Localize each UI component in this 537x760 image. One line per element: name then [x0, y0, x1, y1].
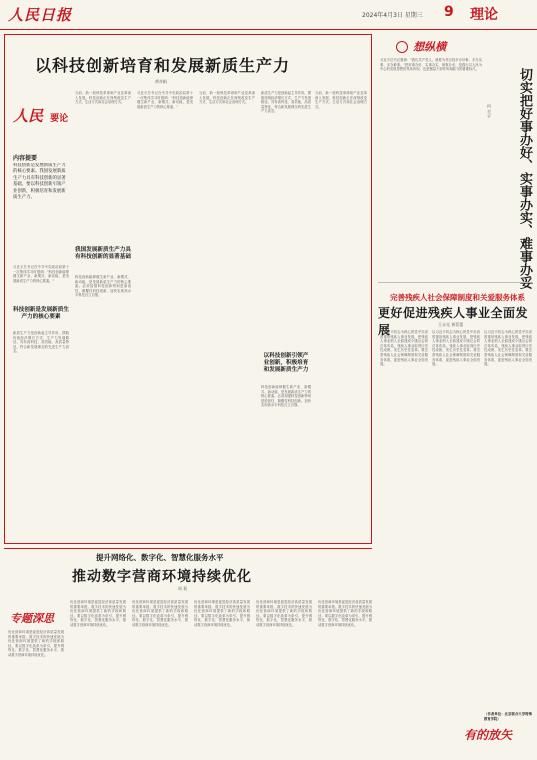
right-column-body: 习近平总书记强调："我们共产党人，就要为老百姓多办好事、多办实事、多办难事。"把好事办好、实事办实、难事办妥，是践行以人民为中心的发展思想的具体体现，也是衡量干部作风和能力的重要标尺。	[380, 58, 482, 72]
column-brand-yaolun	[13, 105, 69, 145]
body-paragraph: 当前，新一轮科技革命和产业变革深入发展，科技创新正在深刻改变生产方式、生活方式和社会治理方式。	[315, 91, 367, 109]
bottom-body: 优化营商环境是促进经济高质量发展的重要举措。数字技术的快速发展为优化营商环境提供了新的手段和路径。要以数字化改革为牵引，提升网络化、数字化、智慧化服务水平，推动数字营商环境持续优化。	[70, 600, 126, 627]
lower-right-body: 以习近平同志为核心的党中央高度重视残疾人事业发展，把残疾人事业纳入全面建成小康社会的总体布局，残疾人事业取得历史性成就、发生历史性变革。要完善残疾人社会保障制度和关爱服务体系，促进残疾人事业全面发展。	[484, 330, 532, 367]
column-brand-zhuanti: 专题深思	[10, 612, 54, 625]
right-column-title: 切实把好事办好、实事办实、难事办妥	[517, 68, 532, 289]
bottom-body: 优化营商环境是促进经济高质量发展的重要举措。数字技术的快速发展为优化营商环境提供了新的手段和路径。要以数字化改革为牵引，提升网络化、数字化、智慧化服务水平，推动数字营商环境持续优化。	[8, 630, 64, 657]
column-brand-icon	[396, 41, 408, 53]
bottom-article-rule	[4, 548, 372, 549]
bottom-article-author: 周 莉	[178, 586, 188, 591]
bottom-body: 优化营商环境是促进经济高质量发展的重要举措。数字技术的快速发展为优化营商环境提供了新的手段和路径。要以数字化改革为牵引，提升网络化、数字化、智慧化服务水平，推动数字营商环境持续优化。	[132, 600, 188, 627]
lower-right-article-subtitle: 完善残疾人社会保障制度和关爱服务体系	[390, 293, 525, 302]
summary-text: 科技创新是发展新质生产力的核心要素。我国发展新质生产力具有科技创新的显著基础，要以科技创新引领产业创新，积极培育和发展新质生产力。	[13, 163, 66, 201]
column-brand-main: 人民	[13, 107, 44, 125]
body-paragraph: 习近平总书记在中共中央政治局第十一次集体学习时强调："科技创新能够催生新产业、新模式、新动能，是发展新质生产力的核心要素。"	[13, 265, 69, 283]
lower-right-closing: （作者单位：北京联合大学特殊教育学院）	[484, 712, 532, 721]
bottom-brand: 有的放矢	[464, 728, 513, 742]
body-paragraph: 新质生产力是创新起主导作用，摆脱传统经济增长方式、生产力发展路径，具有高科技、高效能、高质量特征，符合新发展理念的先进生产力质态。	[13, 331, 69, 354]
body-paragraph: 当前，新一轮科技革命和产业变革深入发展，科技创新正在深刻改变生产方式、生活方式和社会治理方式。	[199, 91, 255, 105]
body-paragraph: 新质生产力是创新起主导作用，摆脱传统经济增长方式、生产力发展路径，具有高科技、高效能、高质量特征，符合新发展理念的先进生产力质态。	[261, 91, 311, 114]
subhead-2: 我国发展新质生产力具有科技创新的显著基础	[75, 247, 131, 260]
newspaper-logo: 人民日报	[8, 6, 73, 24]
summary-label: 内容提要	[13, 155, 38, 162]
right-column-author: 何 毛 平	[487, 104, 492, 119]
masthead	[0, 0, 537, 30]
issue-date: 2024年4月3日 星期三	[362, 12, 423, 19]
main-article-title: 以科技创新培育和发展新质生产力	[35, 56, 291, 75]
column-brand-label: 想纵横	[413, 40, 447, 54]
column-brand-sub: 要论	[50, 114, 69, 124]
body-paragraph: 科技创新能够催生新产业、新模式、新动能，是发展新质生产力的核心要素。必须加强科技创新特别是原创性、颠覆性科技创新，加快实现高水平科技自立自强。	[261, 385, 311, 408]
lower-right-article-title: 更好促进残疾人事业全面发展	[378, 306, 529, 337]
section-divider	[378, 282, 533, 283]
column-brand-xiangzongheng	[396, 36, 456, 55]
lower-right-body: 以习近平同志为核心的党中央高度重视残疾人事业发展，把残疾人事业纳入全面建成小康社会的总体布局，残疾人事业取得历史性成就、发生历史性变革。要完善残疾人社会保障制度和关爱服务体系，促进残疾人事业全面发展。	[380, 330, 428, 367]
section-name: 理论	[470, 7, 498, 23]
page-number: 9	[444, 4, 454, 20]
bottom-body: 优化营商环境是促进经济高质量发展的重要举措。数字技术的快速发展为优化营商环境提供了新的手段和路径。要以数字化改革为牵引，提升网络化、数字化、智慧化服务水平，推动数字营商环境持续优化。	[256, 600, 312, 627]
body-paragraph: 当前，新一轮科技革命和产业变革深入发展，科技创新正在深刻改变生产方式、生活方式和社会治理方式。	[75, 91, 131, 105]
lower-right-article-author: 王永光 黄蓓蕾	[438, 322, 464, 327]
subhead-1: 科技创新是发展新质生产力的核心要素	[13, 307, 69, 320]
bottom-body: 优化营商环境是促进经济高质量发展的重要举措。数字技术的快速发展为优化营商环境提供了新的手段和路径。要以数字化改革为牵引，提升网络化、数字化、智慧化服务水平，推动数字营商环境持续优化。	[194, 600, 250, 627]
lower-right-body: 以习近平同志为核心的党中央高度重视残疾人事业发展，把残疾人事业纳入全面建成小康社会的总体布局，残疾人事业取得历史性成就、发生历史性变革。要完善残疾人社会保障制度和关爱服务体系，促进残疾人事业全面发展。	[432, 330, 480, 367]
bottom-article-title: 推动数字营商环境持续优化	[72, 569, 252, 585]
bottom-body: 优化营商环境是促进经济高质量发展的重要举措。数字技术的快速发展为优化营商环境提供了新的手段和路径。要以数字化改革为牵引，提升网络化、数字化、智慧化服务水平，推动数字营商环境持续优化。	[318, 600, 372, 627]
bottom-article-subtitle: 提升网络化、数字化、智慧化服务水平	[96, 553, 224, 562]
main-article	[4, 34, 372, 544]
main-article-author: 黄奇帆	[155, 79, 167, 84]
subhead-3: 以科技创新引领产业创新，积极培育和发展新质生产力	[263, 353, 309, 373]
body-paragraph: 科技创新能够催生新产业、新模式、新动能，是发展新质生产力的核心要素。必须加强科技创新特别是原创性、颠覆性科技创新，加快实现高水平科技自立自强。	[75, 275, 131, 298]
body-paragraph: 习近平总书记在中共中央政治局第十一次集体学习时强调："科技创新能够催生新产业、新模式、新动能，是发展新质生产力的核心要素。"	[137, 91, 193, 109]
